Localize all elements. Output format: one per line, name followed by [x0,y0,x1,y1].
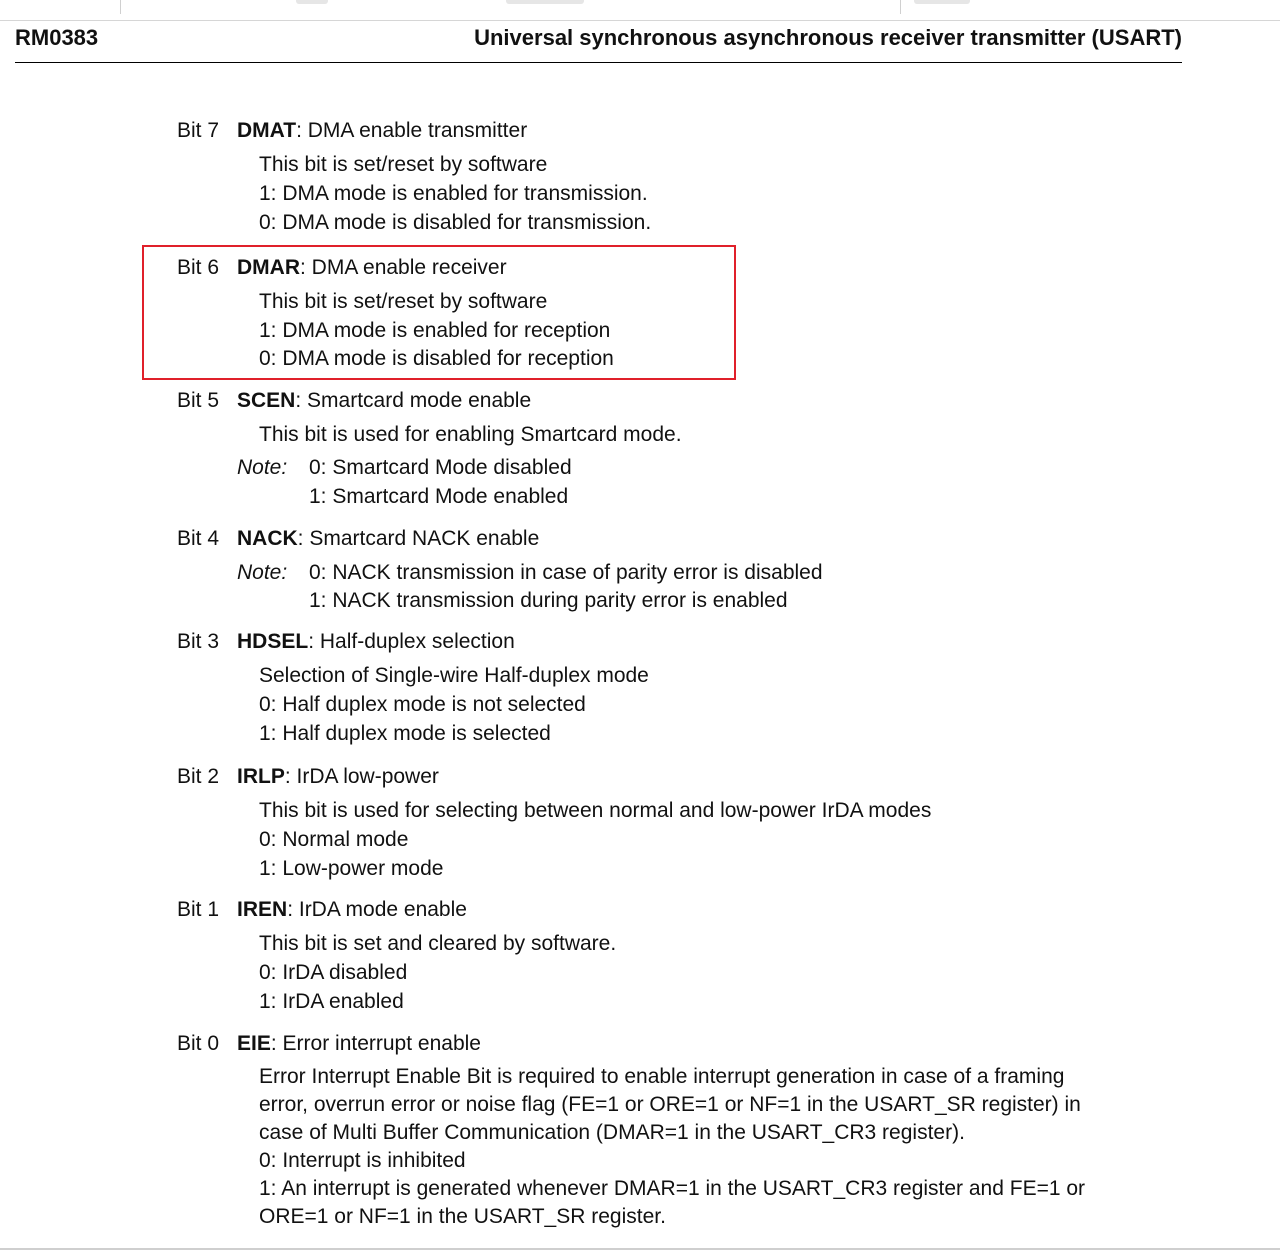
bit-name: IREN [237,898,288,921]
bit-name: SCEN [237,389,296,412]
bit-line: 0: Interrupt is inhibited [259,1149,466,1172]
bit-name: HDSEL [237,630,309,653]
page-bottom-edge [0,1248,1280,1250]
bit-heading [177,628,649,656]
bit-heading [177,254,614,282]
note-row [177,558,823,587]
toolbar-divider [900,0,901,14]
bit-line: 1: IrDA enabled [259,990,404,1013]
note-label: Note: [237,456,288,479]
bit-heading [177,763,931,791]
bit-line: 0: Half duplex mode is not selected [259,693,586,716]
bit-title: : Error interrupt enable [270,1032,481,1055]
bit-line: This bit is used for selecting between normal and low-power IrDA modes [259,799,932,822]
bit-title: : Half-duplex selection [308,630,515,653]
section-title: Universal synchronous asynchronous receiver transmitter (USART) [474,25,1182,50]
bit-line: ORE=1 or NF=1 in the USART_SR register. [259,1205,666,1228]
bit-line: This bit is set/reset by software [259,153,548,176]
bit-line: 0: Normal mode [259,828,409,851]
bit-title: : DMA enable receiver [300,256,507,279]
bit-line: This bit is set/reset by software [259,290,548,313]
bit-name: DMAR [237,256,300,279]
bit-line: 1: Half duplex mode is selected [259,722,551,745]
bit-1-description [177,896,616,1016]
bit-number: Bit 4 [177,527,220,550]
bit-heading [177,525,823,553]
page-header [15,22,1182,63]
bit-number: Bit 1 [177,898,220,921]
bit-number: Bit 0 [177,1032,220,1055]
toolbar-divider [120,0,121,14]
note-row [177,482,682,511]
note-line: 1: Smartcard Mode enabled [309,485,569,508]
note-line: 0: Smartcard Mode disabled [309,456,572,479]
bit-line: 0: DMA mode is disabled for transmission. [259,211,652,234]
bit-heading [177,1030,1085,1058]
bit-7-description [177,117,651,237]
bit-line: Error Interrupt Enable Bit is required to enable interrupt generation in case of a framing [259,1065,1065,1088]
bit-name: NACK [237,527,298,550]
bit-line: error, overrun error or noise flag (FE=1 or ORE=1 or NF=1 in the USART_SR register) in [259,1093,1081,1116]
bit-heading [177,896,616,924]
bit-line: 0: DMA mode is disabled for reception [259,347,614,370]
bit-heading [177,387,682,415]
note-row [177,587,823,614]
bit-title: : IrDA mode enable [287,898,467,921]
bit-title: : IrDA low-power [284,765,439,788]
bit-line: 0: IrDA disabled [259,961,408,984]
note-row [177,453,682,482]
note-line: 0: NACK transmission in case of parity error is disabled [309,561,823,584]
bit-number: Bit 2 [177,765,220,788]
bit-5-description [177,387,682,511]
bit-line: Selection of Single-wire Half-duplex mode [259,664,649,687]
document-id: RM0383 [15,25,99,50]
bit-title: : Smartcard mode enable [295,389,532,412]
bit-6-description [177,254,614,372]
bit-2-description [177,763,931,883]
bit-line: 1: An interrupt is generated whenever DMAR=1 in the USART_CR3 register and FE=1 or [259,1177,1086,1200]
bit-line: 1: Low-power mode [259,857,444,880]
bit-title: : Smartcard NACK enable [297,527,540,550]
bit-name: DMAT [237,119,297,142]
bit-heading [177,117,651,145]
bit-title: : DMA enable transmitter [296,119,528,142]
bit-4-description [177,525,823,614]
note-line: 1: NACK transmission during parity error is enabled [309,589,788,612]
bit-name: IRLP [237,765,285,788]
viewer-top-strip [0,0,1280,21]
bit-line: case of Multi Buffer Communication (DMAR=1 in the USART_CR3 register). [259,1121,965,1144]
bit-line: This bit is set and cleared by software. [259,932,617,955]
toolbar-tab[interactable] [506,0,584,4]
toolbar-tab[interactable] [296,0,328,4]
bit-name: EIE [237,1032,271,1055]
bit-line: 1: DMA mode is enabled for transmission. [259,182,648,205]
bit-0-description [177,1030,1085,1231]
bit-line: This bit is used for enabling Smartcard mode. [259,423,682,446]
bit-3-description [177,628,649,748]
bit-number: Bit 3 [177,630,220,653]
bit-number: Bit 7 [177,119,220,142]
toolbar-tab[interactable] [914,0,970,4]
bit-number: Bit 5 [177,389,220,412]
bit-number: Bit 6 [177,256,220,279]
bit-line: 1: DMA mode is enabled for reception [259,319,611,342]
note-label: Note: [237,561,288,584]
